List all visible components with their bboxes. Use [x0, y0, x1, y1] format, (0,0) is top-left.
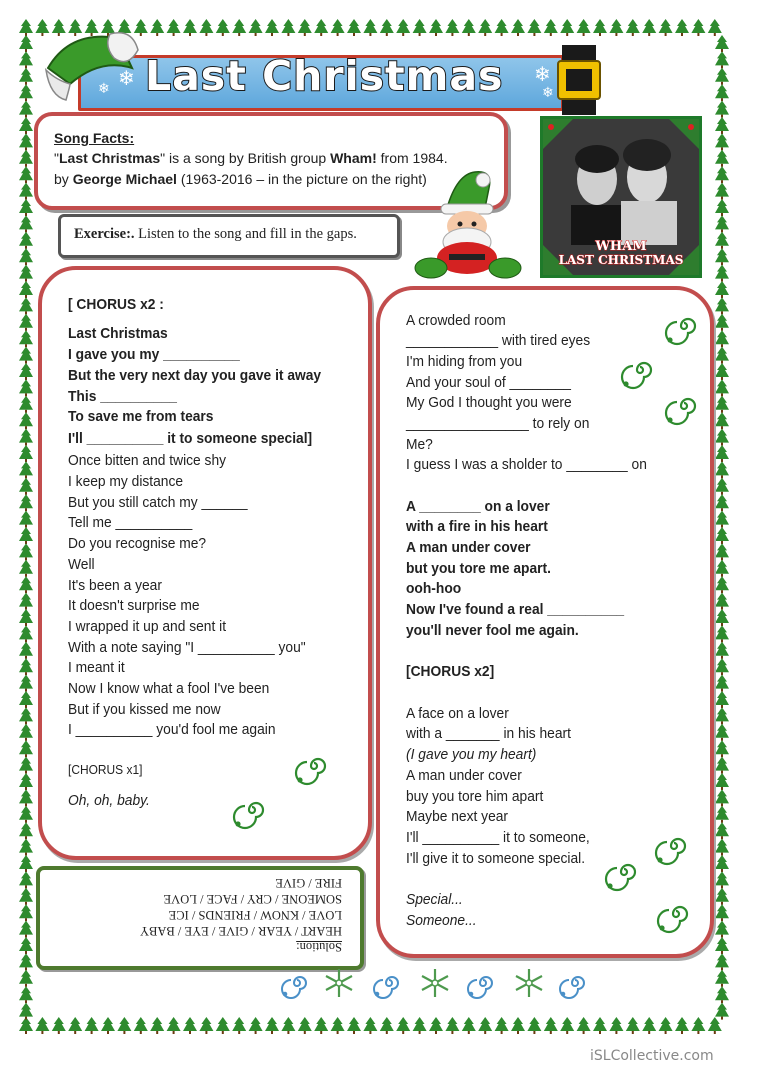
lyric-line: But the very next day you gave it away: [68, 367, 322, 384]
lyric-line: [CHORUS x2]: [406, 663, 495, 680]
watermark: iSLCollective.com: [590, 1048, 714, 1064]
lyric-line: But if you kissed me now: [68, 701, 221, 718]
lyric-line: [ CHORUS x2 :: [68, 296, 164, 313]
lyric-line: Me?: [406, 436, 433, 453]
lyric-line: Well: [68, 556, 95, 573]
lyric-line: Oh, oh, baby.: [68, 792, 150, 809]
snowflake-icon: [512, 966, 546, 1005]
snowflake-icon: [418, 966, 452, 1005]
lyric-line: Someone...: [406, 912, 477, 929]
swirl-icon: [656, 894, 696, 939]
lyric-line: With a note saying "I __________ you": [68, 639, 306, 656]
solution-line: HEART / YEAR / GIVE / EYE / BABY: [139, 924, 342, 938]
lyric-line: Tell me __________: [68, 514, 193, 531]
belt-buckle-icon: [556, 45, 606, 120]
lyric-line: Maybe next year: [406, 808, 509, 825]
swirl-icon: [232, 790, 272, 835]
snowflake-icon: ❄: [98, 80, 110, 96]
lyric-line: A face on a lover: [406, 705, 509, 722]
lyric-line: I'll give it to someone special.: [406, 850, 586, 867]
page-title: Last Christmas: [145, 52, 504, 100]
lyric-line: (I gave you my heart): [406, 746, 537, 763]
swirl-icon: [558, 966, 592, 1005]
swirl-icon: [294, 746, 334, 791]
lyric-line: with a _______ in his heart: [406, 725, 571, 742]
swirl-icon: [664, 386, 704, 431]
lyric-line: I gave you my __________: [68, 346, 240, 363]
snowflake-icon: ❄: [118, 68, 135, 90]
lyric-line: It doesn't surprise me: [68, 597, 200, 614]
lyric-line: And your soul of ________: [406, 374, 571, 391]
lyric-line: I wrapped it up and sent it: [68, 618, 227, 635]
lyric-line: A crowded room: [406, 312, 506, 329]
lyric-line: My God I thought you were: [406, 394, 572, 411]
lyric-line: I __________ you'd fool me again: [68, 721, 276, 738]
lyric-line: I'm hiding from you: [406, 353, 523, 370]
snowflake-icon: ❄: [542, 84, 554, 100]
lyric-line: Do you recognise me?: [68, 535, 207, 552]
song-facts-line-1: "Last Christmas" is a song by British group Wham! from 1984.: [54, 150, 448, 166]
solution-text-upside-down: [36, 866, 356, 962]
swirl-icon: [664, 306, 704, 351]
lyric-line: A ________ on a lover: [406, 498, 550, 515]
lyric-line: with a fire in his heart: [406, 518, 548, 535]
lyric-line: Special...: [406, 891, 463, 908]
lyric-line: Last Christmas: [68, 325, 168, 342]
solution-line: SOMEONE / CRY / FACE / LOVE: [163, 892, 342, 906]
swirl-icon: [372, 966, 406, 1005]
lyric-line: Now I know what a fool I've been: [68, 680, 270, 697]
swirl-icon: [280, 966, 314, 1005]
lyric-line: you'll never fool me again.: [406, 622, 579, 639]
lyric-line: ooh-hoo: [406, 580, 462, 597]
solution-line: LOVE / KNOW / FRIENDS / ICE: [168, 908, 342, 922]
lyric-line: [CHORUS x1]: [68, 762, 143, 777]
band-photo: [540, 116, 702, 278]
snowflake-icon: [322, 966, 356, 1005]
lyric-line: I'll __________ it to someone special]: [68, 430, 313, 447]
swirl-icon: [620, 350, 660, 395]
lyric-line: It's been a year: [68, 577, 162, 594]
lyric-line: This __________: [68, 388, 177, 405]
lyric-line: A man under cover: [406, 539, 531, 556]
lyric-line: To save me from tears: [68, 408, 214, 425]
lyric-line: ________________ to rely on: [406, 415, 590, 432]
swirl-icon: [466, 966, 500, 1005]
swirl-icon: [604, 852, 644, 897]
lyric-line: But you still catch my ______: [68, 494, 248, 511]
lyric-line: A man under cover: [406, 767, 522, 784]
exercise-instruction: Exercise:. Listen to the song and fill in the gaps.: [74, 226, 357, 242]
song-facts-line-2: by George Michael (1963-2016 – in the picture on the right): [54, 171, 427, 187]
snowflake-icon: ❄: [534, 64, 551, 86]
lyric-line: I keep my distance: [68, 473, 184, 490]
santa-icon: [413, 168, 523, 285]
photo-label-song: LAST CHRISTMAS: [558, 253, 684, 267]
lyric-line: I'll __________ it to someone,: [406, 829, 590, 846]
lyric-line: ____________ with tired eyes: [406, 332, 591, 349]
swirl-icon: [654, 826, 694, 871]
lyric-line: I meant it: [68, 659, 125, 676]
solution-heading: Solution:: [296, 940, 342, 954]
lyric-line: Once bitten and twice shy: [68, 452, 227, 469]
lyric-line: Now I've found a real __________: [406, 601, 625, 618]
lyric-line: buy you tore him apart: [406, 788, 544, 805]
song-facts-heading: Song Facts:: [54, 130, 135, 146]
lyric-line: but you tore me apart.: [406, 560, 551, 577]
solution-line: FIRE / GIVE: [275, 876, 342, 890]
photo-label-band: WHAM: [595, 239, 647, 254]
lyric-line: I guess I was a sholder to ________ on: [406, 456, 647, 473]
